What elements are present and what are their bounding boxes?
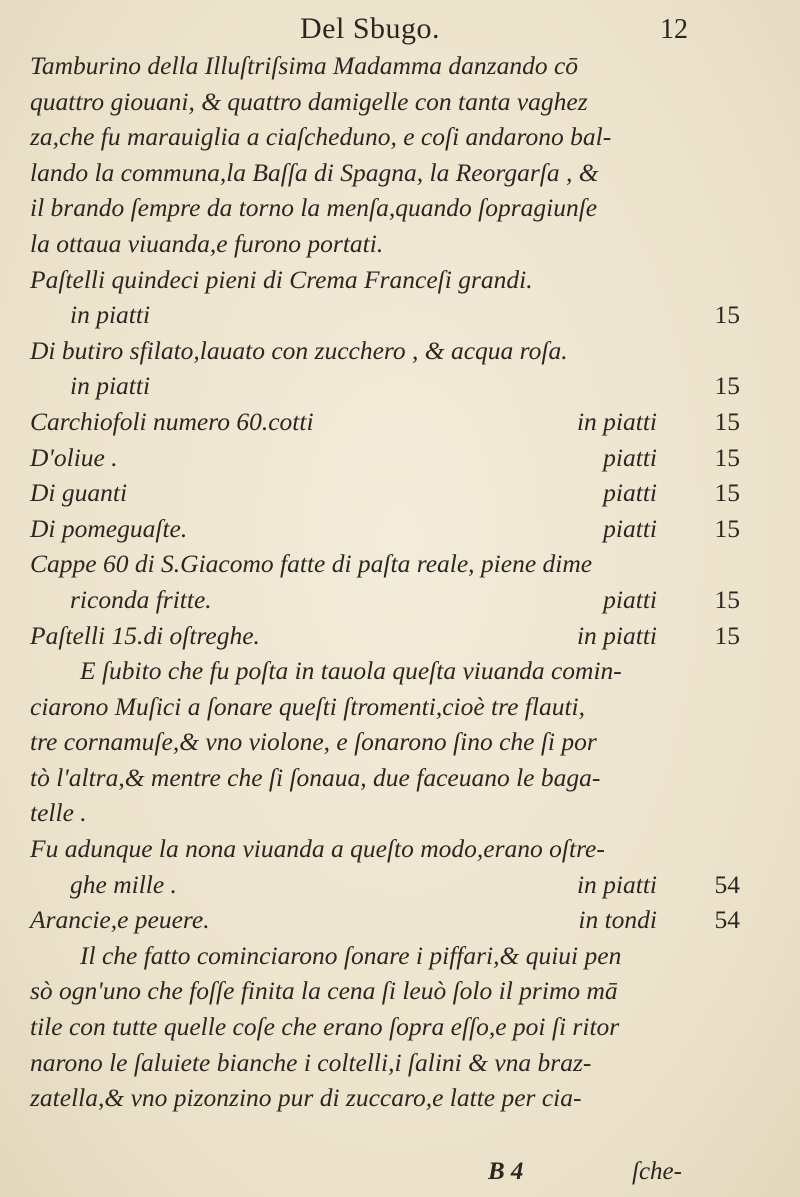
line-text: telle . xyxy=(30,798,87,828)
serving-quantity: 15 xyxy=(714,406,740,436)
running-title: Del Sbugo. xyxy=(300,12,440,45)
line-text: Di pomeguaſte. xyxy=(30,513,188,543)
serving-quantity: 15 xyxy=(714,478,740,508)
line-text: Paſtelli quindeci pieni di Crema Franceſi grandi. xyxy=(30,264,533,294)
line-text: riconda fritte. xyxy=(70,584,212,614)
text-line xyxy=(30,511,782,547)
serving-unit: piatti xyxy=(603,513,657,543)
line-text: za,che fu marauiglia a ciaſcheduno, e coſi andarono bal- xyxy=(30,122,612,152)
line-text: Paſtelli 15.di oſtreghe. xyxy=(30,620,260,650)
text-line xyxy=(30,795,782,831)
line-text: Tamburino della Illuſtriſsima Madamma danzando cō xyxy=(30,51,579,80)
text-line xyxy=(30,831,782,867)
text-line xyxy=(30,724,782,760)
text-line xyxy=(30,938,782,974)
line-text: Cappe 60 di S.Giacomo fatte di paſta reale, piene dime xyxy=(30,549,593,579)
page-header xyxy=(0,8,800,48)
text-line xyxy=(30,48,782,84)
page-footer xyxy=(0,1158,800,1194)
text-line xyxy=(30,1080,782,1116)
serving-unit: piatti xyxy=(603,584,657,614)
line-text: in piatti xyxy=(70,300,151,330)
serving-unit: in piatti xyxy=(576,406,657,436)
line-text: E ſubito che fu poſta in tauola queſta viuanda comin- xyxy=(80,656,622,686)
text-line xyxy=(30,1009,782,1045)
serving-unit: in piatti xyxy=(576,869,657,899)
line-text: il brando ſempre da torno la menſa,quando ſopragiunſe xyxy=(30,193,598,223)
line-text: Di guanti xyxy=(30,478,128,508)
line-text: lando la communa,la Baſſa di Spagna, la Reorgarſa , & xyxy=(30,157,599,187)
serving-unit: piatti xyxy=(603,478,657,508)
text-line xyxy=(30,618,782,654)
line-text: quattro giouani, & quattro damigelle con tanta vaghez xyxy=(30,86,588,116)
text-line xyxy=(30,297,782,333)
text-line xyxy=(30,902,782,938)
text-line xyxy=(30,226,782,262)
signature-mark: B 4 xyxy=(488,1158,524,1185)
line-text: Arancie,e peuere. xyxy=(30,905,210,935)
serving-quantity: 15 xyxy=(714,300,740,330)
text-line xyxy=(30,262,782,298)
serving-unit: in piatti xyxy=(576,620,657,650)
line-text: narono le ſaluiete bianche i coltelli,i ſalini & vna braz- xyxy=(30,1047,592,1077)
text-line xyxy=(30,84,782,120)
serving-quantity: 15 xyxy=(714,371,740,401)
text-line xyxy=(30,190,782,226)
serving-quantity: 15 xyxy=(714,442,740,472)
line-text: Il che fatto cominciarono ſonare i piffari,& quiui pen xyxy=(80,940,622,970)
line-text: zatella,& vno pizonzino pur di zuccaro,e latte per cia- xyxy=(30,1083,582,1113)
text-line xyxy=(30,155,782,191)
text-line xyxy=(30,333,782,369)
serving-quantity: 15 xyxy=(714,513,740,543)
text-line xyxy=(30,440,782,476)
text-line xyxy=(30,582,782,618)
text-line xyxy=(30,119,782,155)
line-text: tile con tutte quelle coſe che erano ſopra eſſo,e poi ſi ritor xyxy=(30,1012,620,1042)
line-text: ciarono Muſici a ſonare queſti ſtromenti,cioè tre flauti, xyxy=(30,691,586,721)
body-text xyxy=(30,48,782,1116)
serving-quantity: 54 xyxy=(714,905,740,935)
line-text: Di butiro sfilato,lauato con zucchero , & acqua roſa. xyxy=(30,335,568,365)
catchword: ſche- xyxy=(632,1158,682,1185)
line-text: in piatti xyxy=(70,371,151,401)
serving-unit: in tondi xyxy=(578,905,657,935)
serving-quantity: 15 xyxy=(714,620,740,650)
text-line xyxy=(30,867,782,903)
text-line xyxy=(30,404,782,440)
text-line xyxy=(30,760,782,796)
page-number: 12 xyxy=(660,14,688,45)
text-line xyxy=(30,973,782,1009)
line-text: tre cornamuſe,& vno violone, e ſonarono ſino che ſi por xyxy=(30,727,597,757)
serving-quantity: 54 xyxy=(714,869,740,899)
text-line xyxy=(30,475,782,511)
line-text: Fu adunque la nona viuanda a queſto modo,erano oſtre- xyxy=(30,834,605,864)
serving-quantity: 15 xyxy=(714,584,740,614)
line-text: la ottaua viuanda,e furono portati. xyxy=(30,228,384,258)
line-text: tò l'altra,& mentre che ſi ſonaua, due faceuano le baga- xyxy=(30,762,601,792)
serving-unit: piatti xyxy=(603,442,657,472)
text-line xyxy=(30,653,782,689)
line-text: ghe mille . xyxy=(70,869,177,899)
line-text: D'oliue . xyxy=(30,442,118,472)
text-line xyxy=(30,546,782,582)
text-line xyxy=(30,368,782,404)
line-text: Carchiofoli numero 60.cotti xyxy=(30,406,314,436)
text-line xyxy=(30,1045,782,1081)
line-text: sò ogn'uno che foſſe finita la cena ſi leuò ſolo il primo mā xyxy=(30,976,618,1006)
text-line xyxy=(30,689,782,725)
